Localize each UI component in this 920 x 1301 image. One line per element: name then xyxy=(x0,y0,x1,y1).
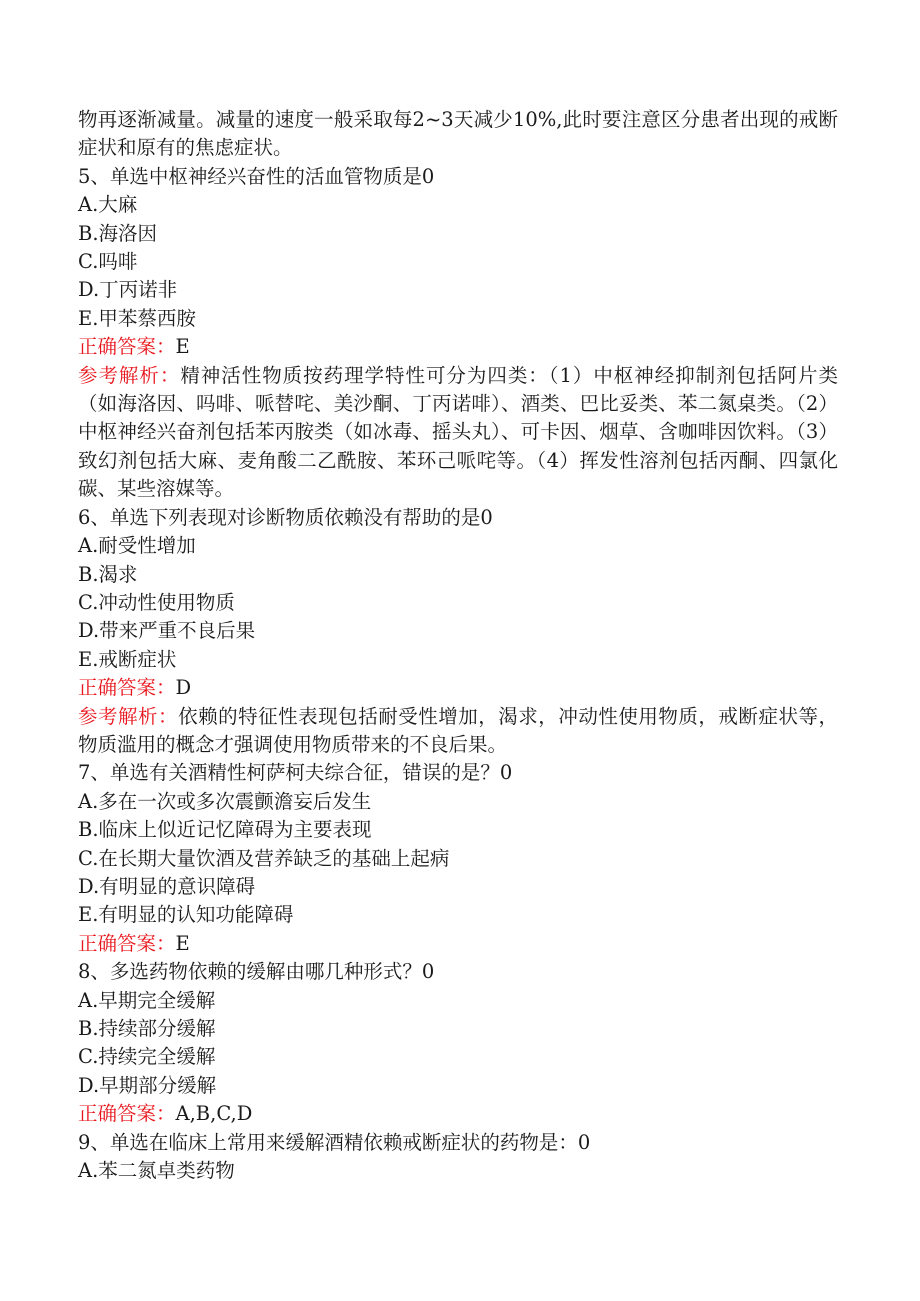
option-d: D.早期部分缓解 xyxy=(78,1073,217,1097)
option-a: A.耐受性增加 xyxy=(78,534,196,558)
answer-value: A,B,C,D xyxy=(175,1102,253,1126)
option-c: C.冲动性使用物质 xyxy=(78,590,235,614)
option-e: E.甲苯蔡西胺 xyxy=(78,306,196,330)
explanation-label: 参考解析： xyxy=(78,704,179,728)
option-b: B.持续部分缓解 xyxy=(78,1017,216,1040)
option-d: D.丁丙诺非 xyxy=(78,278,178,302)
intro-paragraph: 物再逐渐减量。减量的速度一般采取每2~3天减少10%,此时要注意区分患者出现的戒断症状和原有的焦虑症状。 xyxy=(78,108,838,160)
answer-label: 正确答案： xyxy=(78,676,176,700)
answer-line xyxy=(78,1100,838,1128)
question-title: 9、单选在临床上常用来缓解酒精依赖戒断症状的药物是：0 xyxy=(78,1130,591,1154)
option-a: A.大麻 xyxy=(78,193,138,217)
option-b: B.渴求 xyxy=(78,562,138,586)
option-c: C.持续完全缓解 xyxy=(78,1045,216,1069)
answer-label: 正确答案： xyxy=(78,335,176,359)
answer-line xyxy=(78,674,838,702)
question-title: 6、单选下列表现对诊断物质依赖没有帮助的是0 xyxy=(78,505,493,529)
option-b: B.海洛因 xyxy=(78,221,158,245)
option-c: C.吗啡 xyxy=(78,250,138,274)
question-title: 5、单选中枢神经兴奋性的活血管物质是0 xyxy=(78,164,435,188)
answer-value: E xyxy=(175,335,190,359)
answer-label: 正确答案： xyxy=(78,1102,176,1126)
explanation xyxy=(78,362,838,504)
document-page xyxy=(78,106,838,1185)
option-a: A.苯二氮卓类药物 xyxy=(78,1159,235,1183)
explanation-label: 参考解析： xyxy=(78,363,181,387)
answer-value: E xyxy=(175,931,190,955)
option-c: C.在长期大量饮酒及营养缺乏的基础上起病 xyxy=(78,846,450,870)
question-title: 8、多选药物依赖的缓解由哪几种形式？0 xyxy=(78,960,435,984)
question-8 xyxy=(78,958,838,1128)
answer-line xyxy=(78,333,838,361)
answer-line xyxy=(78,930,838,958)
question-6 xyxy=(78,504,838,760)
option-a: A.早期完全缓解 xyxy=(78,988,216,1012)
option-e: E.戒断症状 xyxy=(78,647,177,671)
option-a: A.多在一次或多次震颤澹妄后发生 xyxy=(78,789,372,813)
answer-label: 正确答案： xyxy=(78,931,176,955)
question-5 xyxy=(78,163,838,504)
option-d: D.带来严重不良后果 xyxy=(78,619,256,643)
explanation-text: 依赖的特征性表现包括耐受性增加，渴求，冲动性使用物质，戒断症状等，物质滥用的概念才强调使用物质带来的不良后果。 xyxy=(78,704,838,756)
question-title: 7、单选有关酒精性柯萨柯夫综合征，错误的是？0 xyxy=(78,761,513,785)
question-9 xyxy=(78,1129,838,1186)
question-7 xyxy=(78,759,838,958)
option-b: B.临床上似近记忆障碍为主要表现 xyxy=(78,818,372,842)
option-e: E.有明显的认知功能障碍 xyxy=(78,903,294,927)
answer-value: D xyxy=(175,676,192,700)
explanation-text: 精神活性物质按药理学特性可分为四类：（1）中枢神经抑制剂包括阿片类（如海洛因、吗啡、哌替咤、美沙酮、丁丙诺啡）、酒类、巴比妥类、苯二氮桌类。（2）中枢神经兴奋剂包括苯丙胺类（如冰毒、摇头丸）、可卡因、烟草、含咖啡因饮料。（3）致幻剂包括大麻、麦角酸二乙酰胺、苯环己哌咤等。（4）挥发性溶剂包括丙酮、四氯化碳、某些溶媒等。 xyxy=(78,363,838,501)
option-d: D.有明显的意识障碍 xyxy=(78,874,256,898)
explanation xyxy=(78,703,838,760)
